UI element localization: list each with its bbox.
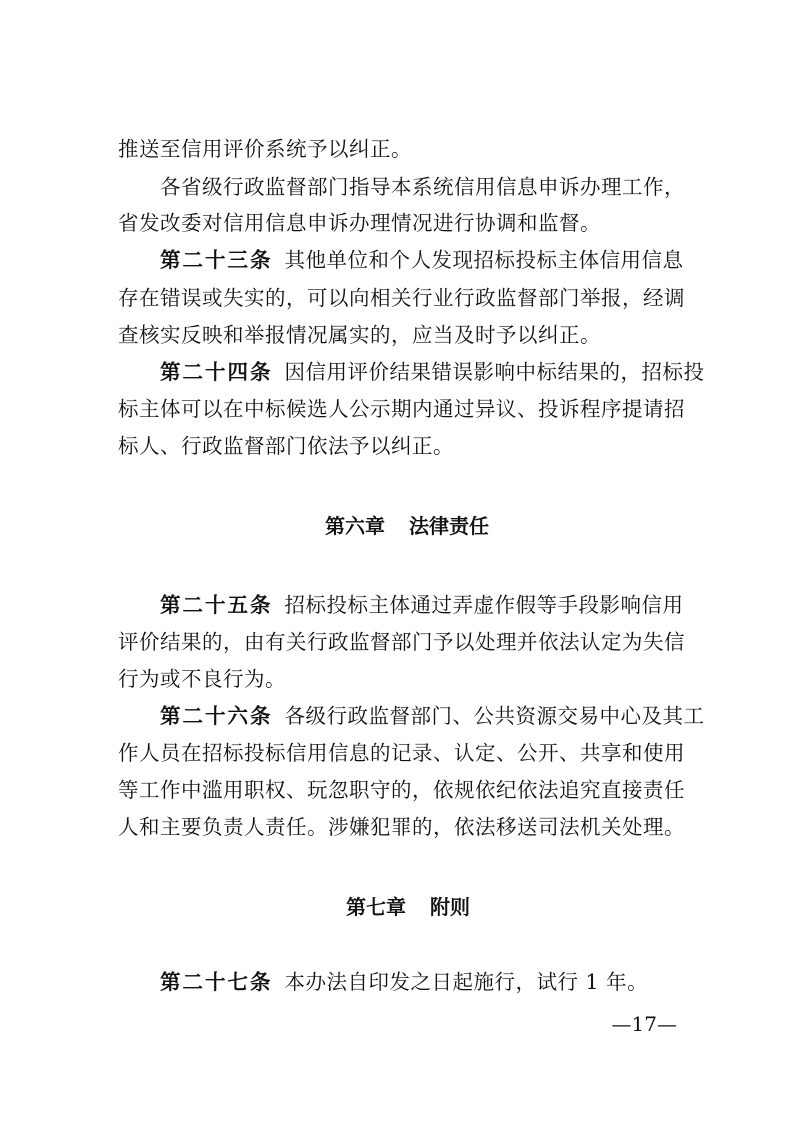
article-25-label: 第二十五条 xyxy=(160,593,273,617)
article-23-first-line xyxy=(160,246,684,274)
text-line: 标人、行政监督部门依法予以纠正。 xyxy=(118,434,454,458)
text-line: 存在错误或失实的，可以向相关行业行政监督部门举报，经调 xyxy=(118,286,685,310)
article-26-first-line xyxy=(160,702,705,730)
article-27-label: 第二十七条 xyxy=(160,970,273,994)
text-line: 其他单位和个人发现招标投标主体信用信息 xyxy=(284,248,684,272)
text-line: 招标投标主体通过弄虚作假等手段影响信用 xyxy=(284,593,684,617)
page-number: —17— xyxy=(611,1012,677,1036)
article-24-label: 第二十四条 xyxy=(160,360,273,384)
text-line: 等工作中滥用职权、玩忽职守的，依规依纪依法追究直接责任 xyxy=(118,778,685,802)
text-line: 查核实反映和举报情况属实的，应当及时予以纠正。 xyxy=(118,323,601,347)
chapter-6-title: 法律责任 xyxy=(409,514,489,538)
article-24-first-line xyxy=(160,358,705,386)
text-line: 各级行政监督部门、公共资源交易中心及其工 xyxy=(284,704,705,728)
text-line: 评价结果的，由有关行政监督部门予以处理并依法认定为失信 xyxy=(118,630,685,654)
chapter-7-heading xyxy=(346,893,470,921)
chapter-7-title: 附则 xyxy=(430,895,470,919)
chapter-7-number: 第七章 xyxy=(346,895,406,919)
article-25-first-line xyxy=(160,591,684,619)
text-line: 推送至信用评价系统予以纠正。 xyxy=(118,137,412,161)
article-23-label: 第二十三条 xyxy=(160,248,273,272)
text-line: 行为或不良行为。 xyxy=(118,667,286,691)
text-line: 人和主要负责人责任。涉嫌犯罪的，依法移送司法机关处理。 xyxy=(118,815,685,839)
text-line: 省发改委对信用信息申诉办理情况进行协调和监督。 xyxy=(118,211,601,235)
text-line: 作人员在招标投标信用信息的记录、认定、公开、共享和使用 xyxy=(118,741,685,765)
text-line: 标主体可以在中标候选人公示期内通过异议、投诉程序提请招 xyxy=(118,397,685,421)
article-27-first-line xyxy=(160,968,648,996)
text-line: 本办法自印发之日起施行，试行 1 年。 xyxy=(284,970,649,994)
chapter-6-heading xyxy=(325,512,489,540)
chapter-6-number: 第六章 xyxy=(325,514,385,538)
article-26-label: 第二十六条 xyxy=(160,704,273,728)
text-line: 各省级行政监督部门指导本系统信用信息申诉办理工作， xyxy=(160,175,685,199)
text-line: 因信用评价结果错误影响中标结果的，招标投 xyxy=(284,360,705,384)
